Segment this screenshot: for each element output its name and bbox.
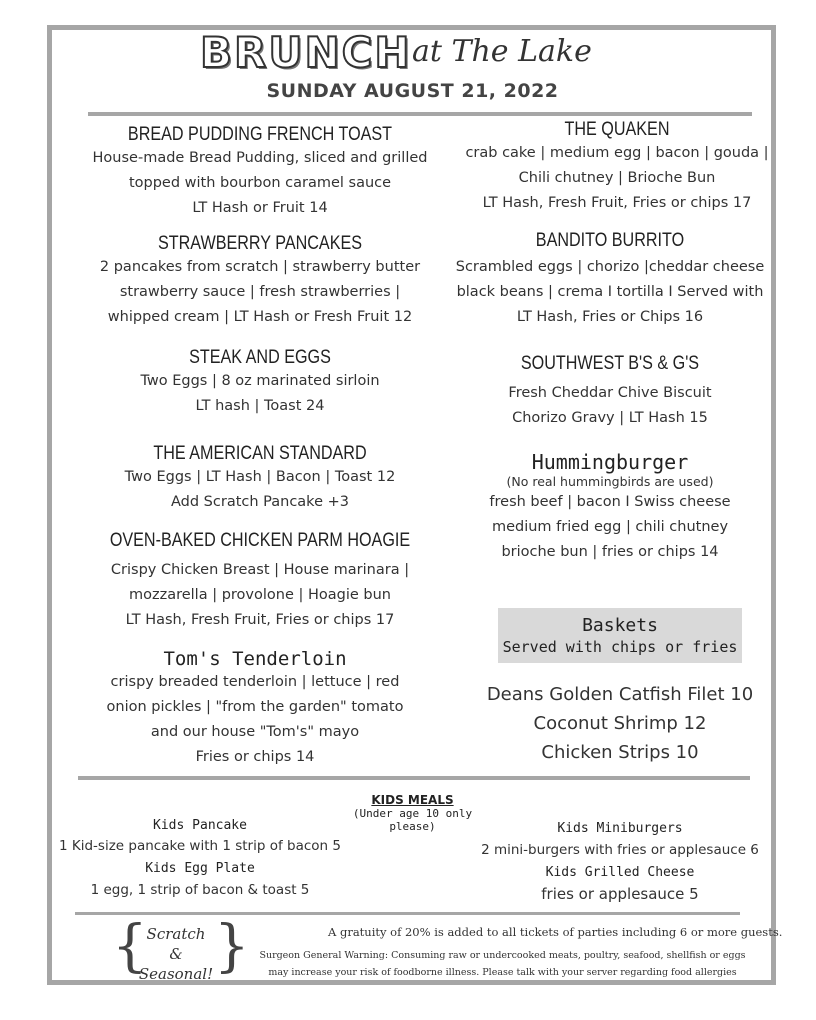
item-desc-line: Crispy Chicken Breast | House marinara | (110, 562, 410, 578)
item-title: STRAWBERRY PANCAKES (157, 233, 363, 254)
left-brace-icon: { (112, 914, 148, 979)
menu-header (200, 28, 600, 78)
menu-item-steak-and-eggs (70, 347, 450, 419)
item-desc-line: Fries or chips 14 (195, 749, 315, 765)
item-note: (No real hummingbirds are used) (506, 474, 714, 489)
menu-item-the-quaken (432, 119, 802, 216)
menu-date: SUNDAY AUGUST 21, 2022 (266, 80, 559, 102)
item-desc-line: House-made Bread Pudding, sliced and grilled (92, 150, 428, 166)
right-brace-icon: } (214, 914, 250, 979)
kids-item-title: Kids Miniburgers (557, 821, 683, 836)
item-desc-line: crab cake | medium egg | bacon | gouda | (465, 145, 769, 161)
item-desc-line: Chili chutney | Brioche Bun (518, 170, 716, 186)
divider-footer (75, 912, 740, 915)
divider-top (88, 112, 752, 116)
basket-item: Chicken Strips 10 (541, 742, 699, 763)
baskets-list (470, 680, 770, 767)
item-desc-line: mozzarella | provolone | Hoagie bun (128, 587, 391, 603)
basket-item: Coconut Shrimp 12 (533, 713, 707, 734)
baskets-subtitle: Served with chips or fries (502, 638, 738, 656)
basket-item: Deans Golden Catfish Filet 10 (486, 684, 754, 705)
item-desc-line: fresh beef | bacon I Swiss cheese (489, 494, 731, 510)
kids-item-title: Kids Grilled Cheese (545, 865, 695, 880)
item-desc-line: Fresh Cheddar Chive Biscuit (508, 385, 712, 401)
menu-item-toms-tenderloin (55, 648, 455, 770)
item-desc-line: Two Eggs | LT Hash | Bacon | Toast 12 (124, 469, 396, 485)
badge-line: Scratch (146, 925, 206, 943)
item-desc-line: Add Scratch Pancake +3 (171, 494, 349, 510)
surgeon-warning-line-2: may increase your risk of foodborne illness. Please talk with your server regarding food allergies (268, 967, 737, 978)
menu-item-hummingburger (425, 450, 795, 565)
menu-item-strawberry-pancakes (70, 233, 450, 330)
badge-line: & (169, 945, 183, 963)
menu-item-bandito-burrito (425, 230, 795, 330)
item-title: STEAK AND EGGS (189, 347, 331, 368)
at-the-lake-title: at The Lake (412, 34, 592, 69)
item-title: Hummingburger (531, 450, 689, 474)
surgeon-warning-line-1: Surgeon General Warning: Consuming raw or undercooked meats, poultry, seafood, shellfish or eggs (259, 950, 746, 961)
item-desc-line: Chorizo Gravy | LT Hash 15 (512, 410, 708, 426)
baskets-title: Baskets (582, 615, 658, 636)
kids-item-desc: 2 mini-burgers with fries or applesauce 6 (481, 842, 759, 858)
item-desc-line: LT Hash, Fresh Fruit, Fries or chips 17 (482, 195, 752, 211)
item-desc-line: Two Eggs | 8 oz marinated sirloin (140, 373, 380, 389)
item-desc-line: and our house "Tom's" mayo (150, 724, 360, 740)
item-desc-line: crispy breaded tenderloin | lettuce | red (110, 674, 400, 690)
menu-item-southwest-bs-gs (425, 353, 795, 431)
item-title: THE AMERICAN STANDARD (153, 443, 367, 464)
kids-item-title: Kids Pancake (153, 818, 247, 833)
item-desc-line: LT Hash or Fruit 14 (192, 200, 328, 216)
item-desc-line: LT Hash, Fresh Fruit, Fries or chips 17 (125, 612, 395, 628)
item-desc-line: medium fried egg | chili chutney (491, 519, 729, 535)
item-desc-line: Scrambled eggs | chorizo |cheddar cheese (455, 259, 765, 275)
item-desc-line: whipped cream | LT Hash or Fresh Fruit 12 (107, 309, 413, 325)
item-title: THE QUAKEN (564, 119, 670, 140)
item-desc-line: topped with bourbon caramel sauce (128, 175, 392, 191)
kids-meals-title: KIDS MEALS (371, 793, 454, 807)
menu-item-bread-pudding (70, 124, 450, 221)
item-title: OVEN-BAKED CHICKEN PARM HOAGIE (109, 530, 411, 551)
kids-item-title: Kids Egg Plate (145, 861, 255, 876)
brunch-title: BRUNCH (200, 28, 412, 77)
item-desc-line: strawberry sauce | fresh strawberries | (119, 284, 401, 300)
divider-kids (78, 776, 750, 780)
badge-text (134, 924, 218, 984)
scratch-seasonal-badge (112, 914, 250, 986)
item-desc-line: black beans | crema I tortilla I Served with (456, 284, 764, 300)
gratuity-note: A gratuity of 20% is added to all tickets of parties including 6 or more guests. (328, 925, 783, 939)
kids-item-desc: 1 egg, 1 strip of bacon & toast 5 (90, 882, 310, 898)
item-desc-line: LT hash | Toast 24 (195, 398, 325, 414)
item-desc-line: onion pickles | "from the garden" tomato (106, 699, 404, 715)
item-title: BANDITO BURRITO (535, 230, 685, 251)
badge-line: Seasonal! (138, 965, 214, 983)
menu-item-american-standard (70, 443, 450, 515)
item-desc-line: LT Hash, Fries or Chips 16 (516, 309, 704, 325)
baskets-banner (498, 608, 742, 663)
item-title: Tom's Tenderloin (163, 648, 347, 670)
item-title: SOUTHWEST B'S & G'S (520, 353, 700, 374)
item-desc-line: 2 pancakes from scratch | strawberry butter (99, 259, 421, 275)
kids-left-items (55, 818, 345, 898)
kids-item-desc: fries or applesauce 5 (541, 885, 699, 903)
menu-item-chicken-parm-hoagie (70, 530, 450, 633)
kids-meals-subtitle: (Under age 10 only please) (352, 807, 473, 833)
kids-item-desc: 1 Kid-size pancake with 1 strip of bacon 5 (59, 838, 341, 854)
item-desc-line: brioche bun | fries or chips 14 (501, 544, 719, 560)
kids-right-items (465, 821, 775, 903)
item-title: BREAD PUDDING FRENCH TOAST (127, 124, 393, 145)
